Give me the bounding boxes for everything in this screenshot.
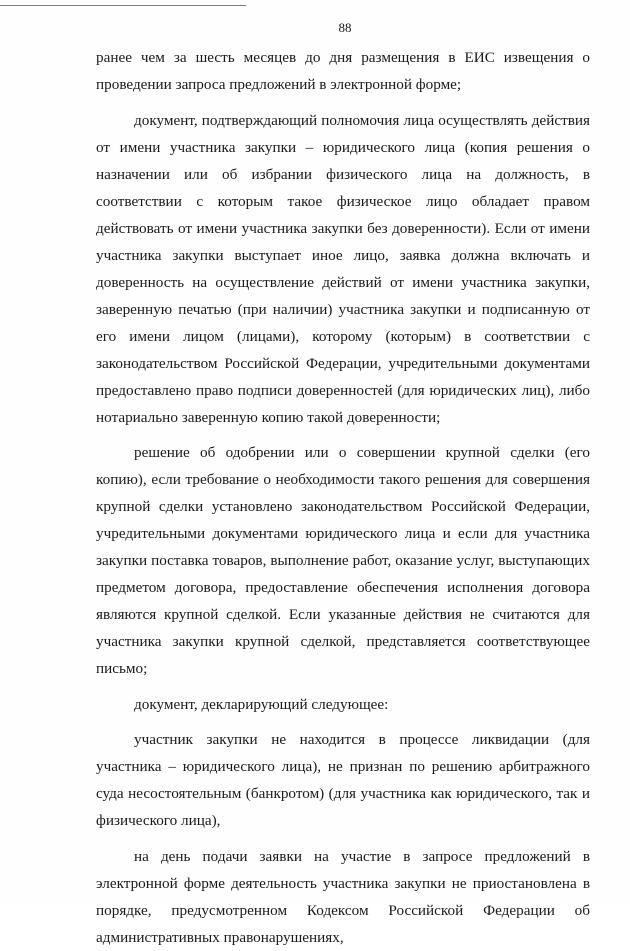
paragraph-authority-document: документ, подтверждающий полномочия лица осуществлять действия от имени участника закупки – юридического лица (копия решения о назначении или об избрании физического лица на должность, в соответствии с которым такое физическое лицо обладает правом действовать от имени участника закупки без доверенности). Если от имени участника закупки выступает иное лицо, заявка должна включать и доверенность на осуществление действий от имени участника закупки, заверенную печатью (при наличии) участника закупки и подписанную от его имени лицом (лицами), которому (которым) в соответствии с законодательством Российской Федерации, учредительными документами предоставлено право подписи доверенностей (для юридических лиц), либо нотариально заверенную копию такой доверенности;	[96, 111, 590, 426]
paragraph-not-suspended: на день подачи заявки на участие в запросе предложений в электронной форме деятельность участника закупки не приостановлена в порядке, предусмотренном Кодексом Российской Федерации об административных правонарушениях,	[96, 847, 590, 946]
scan-edge-line	[0, 5, 246, 6]
paragraph-declaration-intro: документ, декларирующий следующее:	[134, 695, 389, 713]
paragraph-major-transaction: решение об одобрении или о совершении крупной сделки (его копию), если требование о необходимости такого решения для совершения крупной сделки установлено законодательством Российской Федерации, учредительными документами юридического лица и если для участника закупки поставка товаров, выполнение работ, оказание услуг, выступающих предметом договора, предоставление обеспечения исполнения договора являются крупной сделкой. Если указанные действия не считаются для участника закупки крупной сделкой, представляется соответствующее письмо;	[96, 444, 590, 677]
paragraph-continuation: ранее чем за шесть месяцев до дня размещения в ЕИС извещения о проведении запроса предложений в электронной форме;	[96, 49, 590, 93]
page-number: 88	[338, 20, 352, 35]
paragraph-no-liquidation: участник закупки не находится в процессе ликвидации (для участника – юридического лица), не признан по решению арбитражного суда несостоятельным (банкротом) (для участника как юридического, так и физического лица),	[96, 731, 590, 829]
document-body	[96, 44, 590, 951]
